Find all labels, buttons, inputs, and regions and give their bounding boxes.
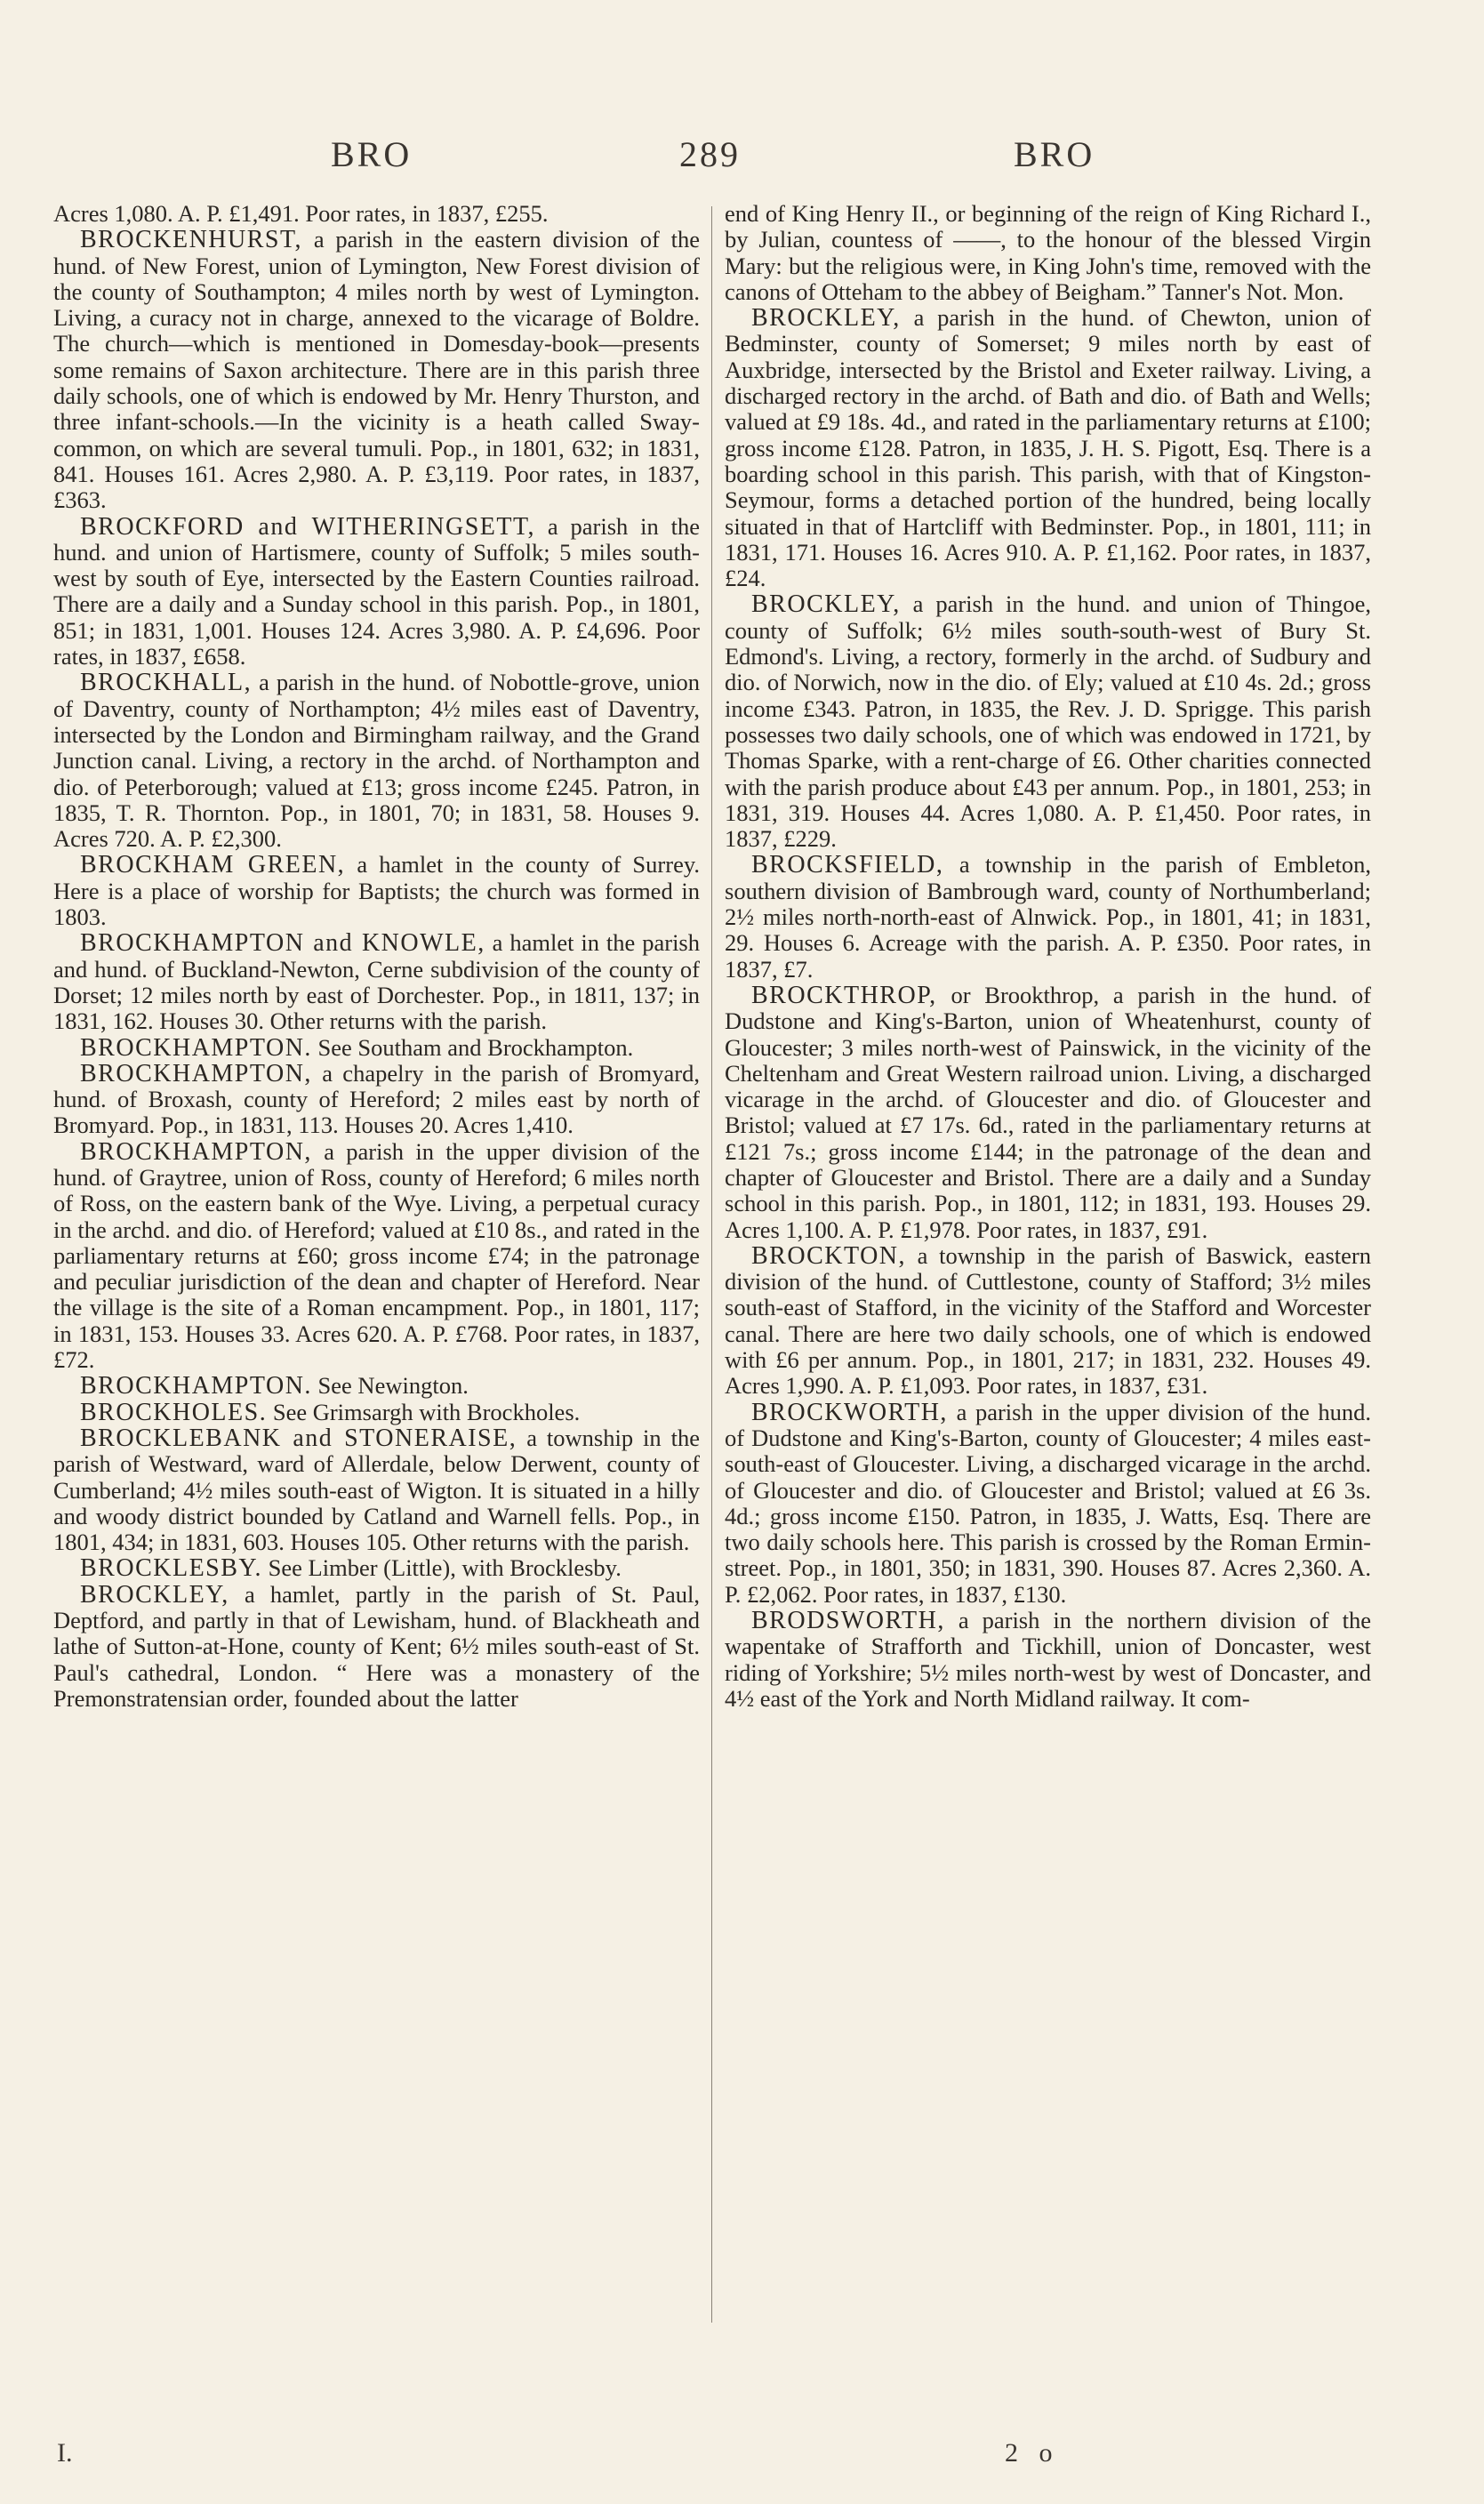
left-column bbox=[53, 201, 700, 1712]
entry-headword: BROCKLEBANK and STONERAISE, bbox=[80, 1424, 517, 1452]
gazetteer-entry bbox=[725, 591, 1371, 852]
entry-text: a township in the parish of Westward, ward of Allerdale, below Derwent, county of Cumberland; 4½ miles south-east of Wigton. It is situated in a hilly and woody district bounded by Catland and Warnell fells. Pop., in 1801, 434; in 1831, 603. Houses 105. Other returns with the parish. bbox=[53, 1424, 700, 1556]
entry-text: or Brookthrop, a parish in the hund. of Dudstone and King's-Barton, union of Wheatenhurst, county of Gloucester; 3 miles north-west of Painswick, in the vicinity of the Cheltenham and Great Western railroad union. Living, a discharged vicarage in the archd. of Gloucester and dio. of Gloucester and Bristol; valued at £7 17s. 6d., rated in the parliamentary returns at £121 7s.; gross income £144; in the patronage of the dean and chapter of Gloucester and Bristol. There are a daily and a Sunday school in this parish. Pop., in 1801, 112; in 1831, 193. Houses 29. Acres 1,100. A. P. £1,978. Poor rates, in 1837, £91. bbox=[725, 981, 1371, 1243]
entry-text: a parish in the eastern division of the hund. of New Forest, union of Lymington, New Forest division of the county of Southampton; 4 miles north by west of Lymington. Living, a curacy not in charge, annexed to the vicarage of Boldre. The church—which is mentioned in Domesday-book—presents some remains of Saxon architecture. There are in this parish three daily schools, one of which is endowed by Mr. Henry Thurston, and three infant-schools.—In the vicinity is a heath called Sway-common, on which are several tumuli. Pop., in 1801, 632; in 1831, 841. Houses 161. Acres 2,980. A. P. £3,119. Poor rates, in 1837, £363. bbox=[53, 226, 700, 514]
gazetteer-entry bbox=[725, 1243, 1371, 1400]
entry-text: See Southam and Brockhampton. bbox=[311, 1033, 634, 1061]
gazetteer-entry bbox=[53, 1139, 700, 1374]
entry-headword: BROCKLEY, bbox=[80, 1580, 229, 1609]
gazetteer-entry bbox=[53, 670, 700, 852]
entry-text: a parish in the hund. of Chewton, union of Bedminster, county of Somerset; 9 miles north by east of Auxbridge, intersected by the Bristol and Exeter railway. Living, a discharged rectory in the archd. of Bath and dio. of Bath and Wells; valued at £9 18s. 4d., and rated in the parliamentary returns at £100; gross income £128. Patron, in 1835, J. H. S. Pigott, Esq. There is a boarding school in this parish. This parish, with that of Kingston-Seymour, forms a detached portion of the hundred, being locally situated in that of Hartcliff with Bedminster. Pop., in 1801, 111; in 1831, 171. Houses 16. Acres 910. A. P. £1,162. Poor rates, in 1837, £24. bbox=[725, 304, 1371, 592]
entry-text: a parish in the hund. and union of Hartismere, county of Suffolk; 5 miles south-west by south of Eye, intersected by the Eastern Counties railroad. There are a daily and a Sunday school in this parish. Pop., in 1801, 851; in 1831, 1,001. Houses 124. Acres 3,980. A. P. £4,696. Poor rates, in 1837, £658. bbox=[53, 512, 700, 670]
entry-headword: BROCKLEY, bbox=[751, 304, 901, 333]
entry-text: a parish in the northern division of the wapentake of Strafforth and Tickhill, union of Doncaster, west riding of Yorkshire; 5½ miles north-west by west of Doncaster, and 4½ east of the York and North Midland railway. It com- bbox=[725, 1607, 1371, 1712]
entry-headword: BROCKLESBY. bbox=[80, 1554, 263, 1583]
entry-text: Acres 1,080. A. P. £1,491. Poor rates, in 1837, £255. bbox=[53, 200, 549, 227]
gazetteer-entry bbox=[725, 983, 1371, 1243]
gathering-mark: 2 o bbox=[1005, 2438, 1060, 2468]
entry-headword: BROCKHOLES. bbox=[80, 1398, 268, 1426]
gazetteer-entry bbox=[725, 201, 1371, 305]
entry-headword: BROCKTON, bbox=[751, 1241, 907, 1270]
entry-headword: BRODSWORTH, bbox=[751, 1607, 945, 1635]
entry-text: See Limber (Little), with Brocklesby. bbox=[262, 1554, 622, 1582]
page-number: 289 bbox=[679, 134, 741, 174]
gazetteer-entry bbox=[53, 1400, 700, 1425]
entry-headword: BROCKHAMPTON, bbox=[80, 1059, 312, 1087]
gazetteer-entry bbox=[53, 227, 700, 513]
entry-text: a chapelry in the parish of Bromyard, hund. of Broxash, county of Hereford; 2 miles east by north of Bromyard. Pop., in 1831, 113. Houses 20. Acres 1,410. bbox=[53, 1059, 700, 1139]
entry-headword: BROCKTHROP, bbox=[751, 981, 937, 1009]
running-header bbox=[0, 133, 1484, 187]
entry-text: See Grimsargh with Brockholes. bbox=[267, 1398, 581, 1425]
header-left: BRO bbox=[331, 134, 413, 174]
entry-text: a parish in the hund. and union of Thingoe, county of Suffolk; 6½ miles south-south-west of Bury St. Edmond's. Living, a rectory, formerly in the archd. of Sudbury and dio. of Norwich, now in the dio. of Ely; valued at £10 4s. 2d.; gross income £343. Patron, in 1835, the Rev. J. D. Sprigge. This parish possesses two daily schools, one of which was endowed in 1721, by Thomas Sparke, with a rent-charge of £6. Other charities connected with the parish produce about £43 per annum. Pop., in 1801, 253; in 1831, 319. Houses 44. Acres 1,080. A. P. £1,450. Poor rates, in 1837, £229. bbox=[725, 590, 1371, 853]
entry-text: See Newington. bbox=[311, 1372, 469, 1400]
gazetteer-entry bbox=[53, 1035, 700, 1061]
gazetteer-entry bbox=[725, 852, 1371, 982]
signature-mark: I. bbox=[57, 2438, 73, 2468]
entry-headword: BROCKFORD and WITHERINGSETT, bbox=[80, 512, 535, 541]
gazetteer-entry bbox=[725, 305, 1371, 591]
gazetteer-entry bbox=[53, 514, 700, 670]
right-column bbox=[725, 201, 1371, 1712]
entry-text: a hamlet, partly in the parish of St. Paul, Deptford, and partly in that of Lewisham, hund. of Blackheath and lathe of Sutton-at-Hone, county of Kent; 6½ miles south-east of St. Paul's cathedral, London. “ Here was a monastery of the Premonstratensian order, founded about the latter bbox=[53, 1580, 700, 1712]
entry-text: a hamlet in the parish and hund. of Buckland-Newton, Cerne subdivision of the county of Dorset; 12 miles north by east of Dorchester. Pop., in 1811, 137; in 1831, 162. Houses 30. Other returns with the parish. bbox=[53, 929, 700, 1035]
header-right: BRO bbox=[1014, 134, 1095, 174]
gazetteer-entry bbox=[725, 1400, 1371, 1608]
entry-text: a parish in the upper division of the hund. of Graytree, union of Ross, county of Hereford; 6 miles north of Ross, on the eastern bank of the Wye. Living, a perpetual curacy in the archd. and dio. of Hereford; valued at £10 8s., and rated in the parliamentary returns at £60; gross income £74; in the patronage and peculiar jurisdiction of the dean and chapter of Hereford. Near the village is the site of a Roman encampment. Pop., in 1801, 117; in 1831, 153. Houses 33. Acres 620. A. P. £768. Poor rates, in 1837, £72. bbox=[53, 1137, 700, 1374]
entry-headword: BROCKHAMPTON, bbox=[80, 1137, 312, 1166]
entry-headword: BROCKHALL, bbox=[80, 669, 253, 697]
gazetteer-entry bbox=[725, 1608, 1371, 1712]
entry-headword: BROCKHAM GREEN, bbox=[80, 851, 346, 879]
entry-text: a township in the parish of Baswick, eastern division of the hund. of Cuttlestone, county of Stafford; 3½ miles south-east of Stafford, in the vicinity of the Stafford and Worcester canal. There are here two daily schools, one of which is endowed with £6 per annum. Pop., in 1801, 217; in 1831, 232. Houses 49. Acres 1,990. A. P. £1,093. Poor rates, in 1837, £31. bbox=[725, 1241, 1371, 1400]
entry-text: a hamlet in the county of Surrey. Here is a place of worship for Baptists; the church was formed in 1803. bbox=[53, 851, 700, 931]
entry-headword: BROCKHAMPTON. bbox=[80, 1033, 312, 1062]
entry-headword: BROCKSFIELD, bbox=[751, 851, 944, 879]
entry-text: a parish in the upper division of the hund. of Dudstone and King's-Barton, county of Gloucester; 4 miles east-south-east of Gloucester. Living, a discharged vicarage in the archd. of Gloucester and dio. of Gloucester and Bristol; valued at £6 3s. 4d.; gross income £150. Patron, in 1835, J. Watts, Esq. There are two daily schools here. This parish is crossed by the Roman Ermin-street. Pop., in 1801, 350; in 1831, 390. Houses 87. Acres 2,360. A. P. £2,062. Poor rates, in 1837, £130. bbox=[725, 1398, 1371, 1608]
entry-headword: BROCKENHURST, bbox=[80, 226, 303, 254]
gazetteer-entry bbox=[53, 1582, 700, 1712]
entry-text: a township in the parish of Embleton, southern division of Bambrough ward, county of Northumberland; 2½ miles north-north-east of Alnwick. Pop., in 1801, 41; in 1831, 29. Houses 6. Acreage with the parish. A. P. £350. Poor rates, in 1837, £7. bbox=[725, 851, 1371, 983]
entry-headword: BROCKHAMPTON. bbox=[80, 1372, 312, 1400]
gazetteer-entry bbox=[53, 1061, 700, 1139]
entry-text: end of King Henry II., or beginning of the reign of King Richard I., by Julian, countess of ——, to the honour of the blessed Virgin Mary: but the religious were, in King John's time, removed with the canons of Otteham to the abbey of Beigham.” Tanner's Not. Mon. bbox=[725, 200, 1371, 305]
entry-headword: BROCKLEY, bbox=[751, 590, 901, 619]
gazetteer-entry bbox=[53, 1373, 700, 1399]
entry-headword: BROCKHAMPTON and KNOWLE, bbox=[80, 929, 485, 958]
gazetteer-entry bbox=[53, 852, 700, 930]
gazetteer-entry bbox=[53, 201, 700, 227]
entry-headword: BROCKWORTH, bbox=[751, 1398, 948, 1426]
gazetteer-entry bbox=[53, 1425, 700, 1555]
gazetteer-entry bbox=[53, 1555, 700, 1581]
column-rule bbox=[711, 206, 712, 2323]
gazetteer-entry bbox=[53, 930, 700, 1034]
entry-text: a parish in the hund. of Nobottle-grove, union of Daventry, county of Northampton; 4½ miles east of Daventry, intersected by the London and Birmingham railway, and the Grand Junction canal. Living, a rectory in the archd. of Northampton and dio. of Peterborough; valued at £13; gross income £245. Patron, in 1835, T. R. Thornton. Pop., in 1801, 70; in 1831, 58. Houses 9. Acres 720. A. P. £2,300. bbox=[53, 669, 700, 853]
